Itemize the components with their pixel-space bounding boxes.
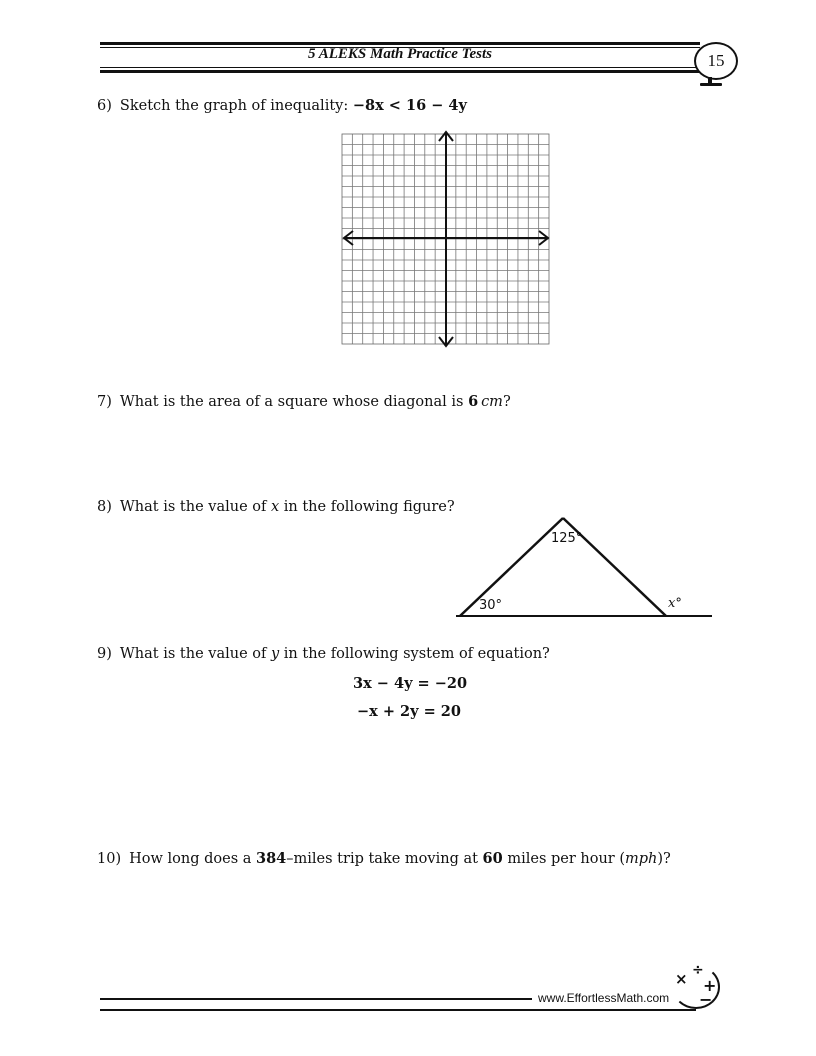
question-variable: y — [270, 646, 280, 662]
diagonal-value: 6 — [468, 393, 479, 410]
exterior-angle-variable: x — [668, 596, 676, 611]
trip-speed: 60 — [482, 850, 503, 867]
header-title: 5 ALEKS Math Practice Tests — [308, 46, 492, 62]
header-rule-top — [100, 42, 700, 45]
question-number: 9) — [97, 646, 112, 662]
question-10 — [97, 850, 671, 867]
question-text: What is the area of a square whose diagonal is — [119, 394, 469, 410]
header-rule-bottom — [100, 70, 700, 73]
system-equation-2: −x + 2y = 20 — [357, 703, 461, 720]
question-text-mid-2: miles per hour ( — [502, 851, 626, 867]
question-6 — [97, 97, 467, 114]
footer-url: www.EffortlessMath.com — [538, 991, 670, 1005]
speed-unit: mph — [625, 851, 658, 867]
angle-label-top: 125° — [551, 531, 583, 546]
header-rule-bottom-thin — [100, 67, 700, 68]
question-number: 7) — [97, 394, 112, 410]
trip-miles: 384 — [256, 850, 287, 867]
plus-symbol: + — [703, 976, 717, 995]
question-text-end: ? — [502, 394, 511, 410]
question-text: How long does a — [129, 851, 256, 867]
angle-label-left: 30° — [479, 598, 503, 613]
question-text-end: in the following figure? — [279, 499, 455, 515]
question-text: What is the value of — [119, 646, 271, 662]
diagonal-unit: cm — [481, 394, 503, 410]
angle-label-exterior — [668, 596, 682, 611]
question-number: 6) — [97, 98, 112, 114]
question-text: Sketch the graph of inequality: — [119, 98, 353, 114]
question-8 — [97, 499, 455, 515]
page-badge-base — [700, 83, 722, 86]
question-9 — [97, 646, 550, 662]
footer-rule-bottom — [100, 1009, 696, 1011]
question-text-end: in the following system of equation? — [279, 646, 550, 662]
multiply-symbol: × — [675, 970, 688, 988]
divide-symbol: ÷ — [692, 962, 704, 978]
question-7 — [97, 393, 511, 410]
coordinate-grid — [336, 128, 556, 350]
question-text: What is the value of — [119, 499, 271, 515]
exterior-angle-degree: ° — [675, 596, 682, 611]
question-number: 8) — [97, 499, 112, 515]
page-number: 15 — [707, 51, 725, 70]
question-number: 10) — [97, 851, 122, 867]
question-variable: x — [270, 499, 280, 515]
minus-symbol: − — [699, 990, 713, 1009]
footer-rule-top — [100, 998, 532, 1000]
triangle-left-side — [460, 518, 563, 616]
page-badge-icon — [694, 42, 738, 80]
question-text-end: )? — [657, 851, 671, 867]
system-equation-1: 3x − 4y = −20 — [353, 675, 468, 692]
question-math: −8x < 16 − 4y — [352, 97, 467, 114]
question-text-mid: –miles trip take moving at — [286, 851, 483, 867]
